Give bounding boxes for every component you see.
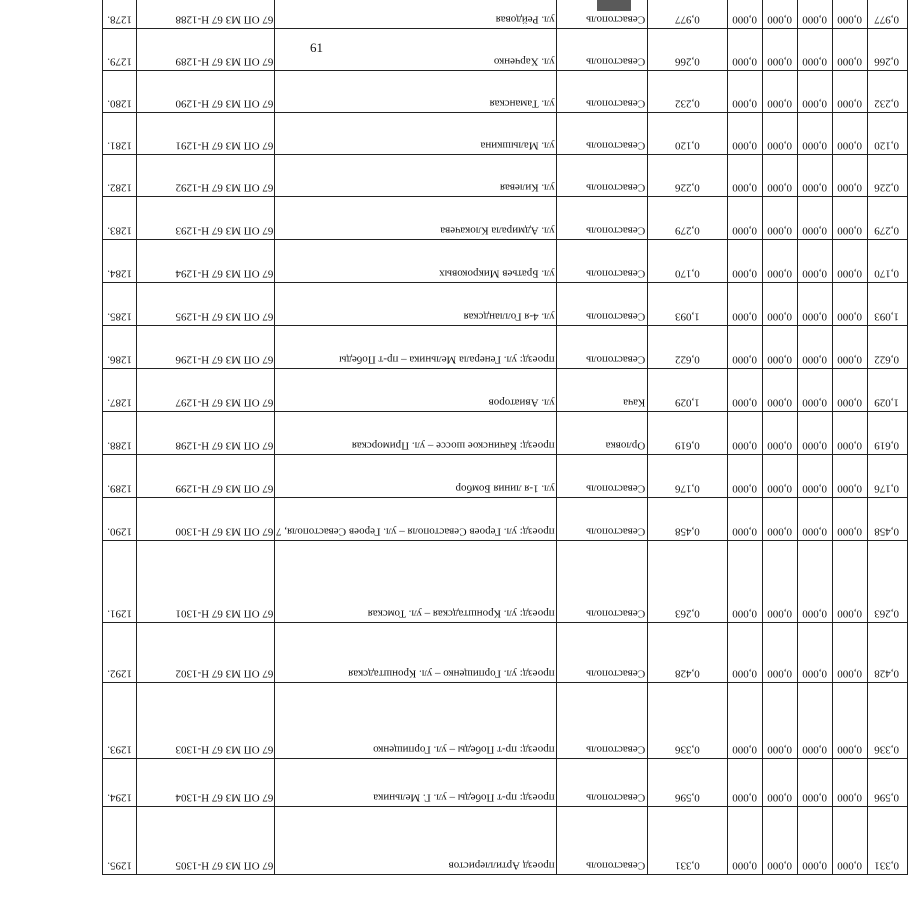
cell-c5: 0,120: [867, 113, 907, 155]
cell-c1: 0,000: [727, 759, 762, 807]
cell-c3: 0,000: [797, 498, 832, 541]
col-cat-V: [867, 0, 907, 875]
cell-settlement: Севастополь: [556, 155, 647, 197]
cell-c2: 0,000: [762, 498, 797, 541]
cell-c2: 0,000: [762, 113, 797, 155]
cell-c3: 0,000: [797, 412, 832, 455]
cell-c3: 0,000: [797, 683, 832, 759]
cell-settlement: Севастополь: [556, 498, 647, 541]
cell-num: 1281.: [103, 113, 137, 155]
col-id: [137, 0, 275, 875]
cell-settlement: Севастополь: [556, 623, 647, 683]
cell-id: 67 ОП МЗ 67 Н-1292: [137, 155, 275, 197]
cell-id: 67 ОП МЗ 67 Н-1305: [137, 807, 275, 875]
cell-id: 67 ОП МЗ 67 Н-1300: [137, 498, 275, 541]
cell-c5: 0,977: [867, 0, 907, 29]
cell-c2: 0,000: [762, 283, 797, 326]
cell-id: 67 ОП МЗ 67 Н-1294: [137, 240, 275, 283]
cell-c5: 1,029: [867, 369, 907, 412]
cell-settlement: Севастополь: [556, 455, 647, 498]
cell-name: ул. Харченко: [275, 29, 557, 71]
cell-num: 1291.: [103, 541, 137, 623]
cell-length: 0,977: [648, 0, 728, 29]
cell-c3: 0,000: [797, 113, 832, 155]
cell-c3: 0,000: [797, 240, 832, 283]
cell-id: 67 ОП МЗ 67 Н-1301: [137, 541, 275, 623]
cell-c1: 0,000: [727, 541, 762, 623]
cell-c1: 0,000: [727, 498, 762, 541]
cell-c4: 0,000: [832, 498, 867, 541]
cell-id: 67 ОП МЗ 67 Н-1304: [137, 759, 275, 807]
cell-name: ул. 4-я Голландская: [275, 283, 557, 326]
cell-c1: 0,000: [727, 683, 762, 759]
cell-c1: 0,000: [727, 113, 762, 155]
cell-num: 1287.: [103, 369, 137, 412]
cell-c5: 0,596: [867, 759, 907, 807]
cell-c2: 0,000: [762, 29, 797, 71]
cell-length: 0,226: [648, 155, 728, 197]
cell-c2: 0,000: [762, 326, 797, 369]
cell-name: проезд: ул. Кронштадская – ул. Томская: [275, 541, 557, 623]
cell-num: 1285.: [103, 283, 137, 326]
cell-settlement: Севастополь: [556, 240, 647, 283]
cell-c4: 0,000: [832, 326, 867, 369]
cell-c3: 0,000: [797, 197, 832, 240]
cell-name: ул. Малышкина: [275, 113, 557, 155]
cell-length: 0,428: [648, 623, 728, 683]
cell-c5: 0,170: [867, 240, 907, 283]
cell-c3: 0,000: [797, 759, 832, 807]
cell-length: 0,331: [648, 807, 728, 875]
cell-c2: 0,000: [762, 455, 797, 498]
cell-id: 67 ОП МЗ 67 Н-1295: [137, 283, 275, 326]
col-settlement: [556, 0, 647, 875]
cell-c5: 0,279: [867, 197, 907, 240]
cell-c3: 0,000: [797, 29, 832, 71]
col-length: [648, 0, 728, 875]
cell-c1: 0,000: [727, 326, 762, 369]
cell-c2: 0,000: [762, 0, 797, 29]
cell-settlement: Севастополь: [556, 283, 647, 326]
cell-c3: 0,000: [797, 326, 832, 369]
cell-length: 0,232: [648, 71, 728, 113]
cell-c4: 0,000: [832, 240, 867, 283]
col-name: [275, 0, 557, 875]
cell-length: 1,093: [648, 283, 728, 326]
cell-c5: 0,232: [867, 71, 907, 113]
cell-length: 0,266: [648, 29, 728, 71]
cell-c5: 0,336: [867, 683, 907, 759]
cell-num: 1284.: [103, 240, 137, 283]
cell-c5: 1,093: [867, 283, 907, 326]
cell-c3: 0,000: [797, 807, 832, 875]
cell-c1: 0,000: [727, 455, 762, 498]
cell-num: 1292.: [103, 623, 137, 683]
cell-c4: 0,000: [832, 283, 867, 326]
cell-c3: 0,000: [797, 369, 832, 412]
cell-c5: 0,428: [867, 623, 907, 683]
cell-c5: 0,263: [867, 541, 907, 623]
cell-length: 0,263: [648, 541, 728, 623]
cell-c5: 0,266: [867, 29, 907, 71]
cell-c5: 0,226: [867, 155, 907, 197]
cell-settlement: Севастополь: [556, 807, 647, 875]
roads-table: [102, 0, 908, 875]
cell-c3: 0,000: [797, 623, 832, 683]
cell-c3: 0,000: [797, 283, 832, 326]
cell-id: 67 ОП МЗ 67 Н-1299: [137, 455, 275, 498]
cell-length: 1,029: [648, 369, 728, 412]
cell-settlement: Севастополь: [556, 0, 647, 29]
cell-length: 0,120: [648, 113, 728, 155]
cell-id: 67 ОП МЗ 67 Н-1289: [137, 29, 275, 71]
cell-id: 67 ОП МЗ 67 Н-1290: [137, 71, 275, 113]
cell-c4: 0,000: [832, 197, 867, 240]
cell-c4: 0,000: [832, 369, 867, 412]
cell-c4: 0,000: [832, 807, 867, 875]
cell-name: проезд Артиллеристов: [275, 807, 557, 875]
cell-c4: 0,000: [832, 683, 867, 759]
cell-id: 67 ОП МЗ 67 Н-1298: [137, 412, 275, 455]
cell-c5: 0,619: [867, 412, 907, 455]
cell-id: 67 ОП МЗ 67 Н-1302: [137, 623, 275, 683]
cell-c5: 0,458: [867, 498, 907, 541]
cell-name: ул. Таманская: [275, 71, 557, 113]
cell-c5: 0,331: [867, 807, 907, 875]
cell-name: ул. Рейдовая: [275, 0, 557, 29]
cell-num: 1286.: [103, 326, 137, 369]
cell-c4: 0,000: [832, 71, 867, 113]
cell-id: 67 ОП МЗ 67 Н-1296: [137, 326, 275, 369]
cell-c4: 0,000: [832, 29, 867, 71]
cell-c2: 0,000: [762, 623, 797, 683]
cell-c1: 0,000: [727, 240, 762, 283]
cell-num: 1294.: [103, 759, 137, 807]
cell-c5: 0,622: [867, 326, 907, 369]
cell-c2: 0,000: [762, 683, 797, 759]
col-num: [103, 0, 137, 875]
cell-num: 1289.: [103, 455, 137, 498]
cell-num: 1293.: [103, 683, 137, 759]
cell-name: ул. Адмирала Клокачева: [275, 197, 557, 240]
cell-c1: 0,000: [727, 412, 762, 455]
cell-c4: 0,000: [832, 759, 867, 807]
cell-c1: 0,000: [727, 155, 762, 197]
cell-c1: 0,000: [727, 71, 762, 113]
cell-c2: 0,000: [762, 807, 797, 875]
cell-c1: 0,000: [727, 807, 762, 875]
cell-c1: 0,000: [727, 369, 762, 412]
cell-settlement: Севастополь: [556, 197, 647, 240]
col-cat-II: [762, 0, 797, 875]
cell-length: 0,619: [648, 412, 728, 455]
cell-c1: 0,000: [727, 29, 762, 71]
cell-c2: 0,000: [762, 197, 797, 240]
cell-name: проезд: ул. Героев Севастополя – ул. Героев Севастополя, 7: [275, 498, 557, 541]
cell-c2: 0,000: [762, 240, 797, 283]
cell-c3: 0,000: [797, 0, 832, 29]
cell-c2: 0,000: [762, 71, 797, 113]
table-body: [103, 0, 908, 875]
cell-name: ул. Килевая: [275, 155, 557, 197]
cell-c1: 0,000: [727, 197, 762, 240]
cell-c4: 0,000: [832, 0, 867, 29]
cell-num: 1278.: [103, 0, 137, 29]
page-number: 61: [310, 40, 323, 55]
cell-c3: 0,000: [797, 455, 832, 498]
cell-name: проезд: пр-т Победы – ул. Горпищенко: [275, 683, 557, 759]
cell-name: проезд: Качинское шоссе – ул. Приморская: [275, 412, 557, 455]
cell-c3: 0,000: [797, 541, 832, 623]
cell-num: 1288.: [103, 412, 137, 455]
cell-num: 1280.: [103, 71, 137, 113]
rotated-table-container: [102, 14, 900, 875]
cell-settlement: Севастополь: [556, 683, 647, 759]
cell-c4: 0,000: [832, 455, 867, 498]
cell-num: 1279.: [103, 29, 137, 71]
cell-c1: 0,000: [727, 0, 762, 29]
cell-num: 1295.: [103, 807, 137, 875]
cell-name: проезд: пр-т Победы – ул. Г. Мельника: [275, 759, 557, 807]
cell-length: 0,176: [648, 455, 728, 498]
cell-name: ул. Братьев Микроковых: [275, 240, 557, 283]
cell-settlement: Орловка: [556, 412, 647, 455]
cell-length: 0,596: [648, 759, 728, 807]
cell-c2: 0,000: [762, 369, 797, 412]
cell-c2: 0,000: [762, 759, 797, 807]
cell-settlement: Кача: [556, 369, 647, 412]
cell-c5: 0,176: [867, 455, 907, 498]
col-cat-III: [797, 0, 832, 875]
cell-c4: 0,000: [832, 155, 867, 197]
cell-c3: 0,000: [797, 155, 832, 197]
cell-id: 67 ОП МЗ 67 Н-1303: [137, 683, 275, 759]
cell-id: 67 ОП МЗ 67 Н-1293: [137, 197, 275, 240]
cell-num: 1282.: [103, 155, 137, 197]
cell-c4: 0,000: [832, 412, 867, 455]
col-cat-I: [727, 0, 762, 875]
cell-num: 1290.: [103, 498, 137, 541]
cell-c3: 0,000: [797, 71, 832, 113]
cell-settlement: Севастополь: [556, 326, 647, 369]
cell-c4: 0,000: [832, 623, 867, 683]
cell-id: 67 ОП МЗ 67 Н-1291: [137, 113, 275, 155]
cell-id: 67 ОП МЗ 67 Н-1297: [137, 369, 275, 412]
cell-name: проезд: ул. Горпищенко – ул. Кронштадская: [275, 623, 557, 683]
cell-num: 1283.: [103, 197, 137, 240]
cell-length: 0,279: [648, 197, 728, 240]
cell-c2: 0,000: [762, 541, 797, 623]
cell-length: 0,170: [648, 240, 728, 283]
cell-c1: 0,000: [727, 283, 762, 326]
cell-settlement: Севастополь: [556, 71, 647, 113]
cell-c4: 0,000: [832, 541, 867, 623]
cell-settlement: Севастополь: [556, 541, 647, 623]
cell-settlement: Севастополь: [556, 759, 647, 807]
cell-settlement: Севастополь: [556, 29, 647, 71]
cell-c4: 0,000: [832, 113, 867, 155]
cell-id: 67 ОП МЗ 67 Н-1288: [137, 0, 275, 29]
cell-name: ул. Авиаторов: [275, 369, 557, 412]
cell-c2: 0,000: [762, 412, 797, 455]
cell-c1: 0,000: [727, 623, 762, 683]
cell-c2: 0,000: [762, 155, 797, 197]
col-cat-IV: [832, 0, 867, 875]
cell-name: ул. 1-я линия Бомбор: [275, 455, 557, 498]
cell-length: 0,458: [648, 498, 728, 541]
cell-length: 0,336: [648, 683, 728, 759]
cell-settlement: Севастополь: [556, 113, 647, 155]
cell-length: 0,622: [648, 326, 728, 369]
cell-name: проезд: ул. Генерала Мельника – пр-т Победы: [275, 326, 557, 369]
